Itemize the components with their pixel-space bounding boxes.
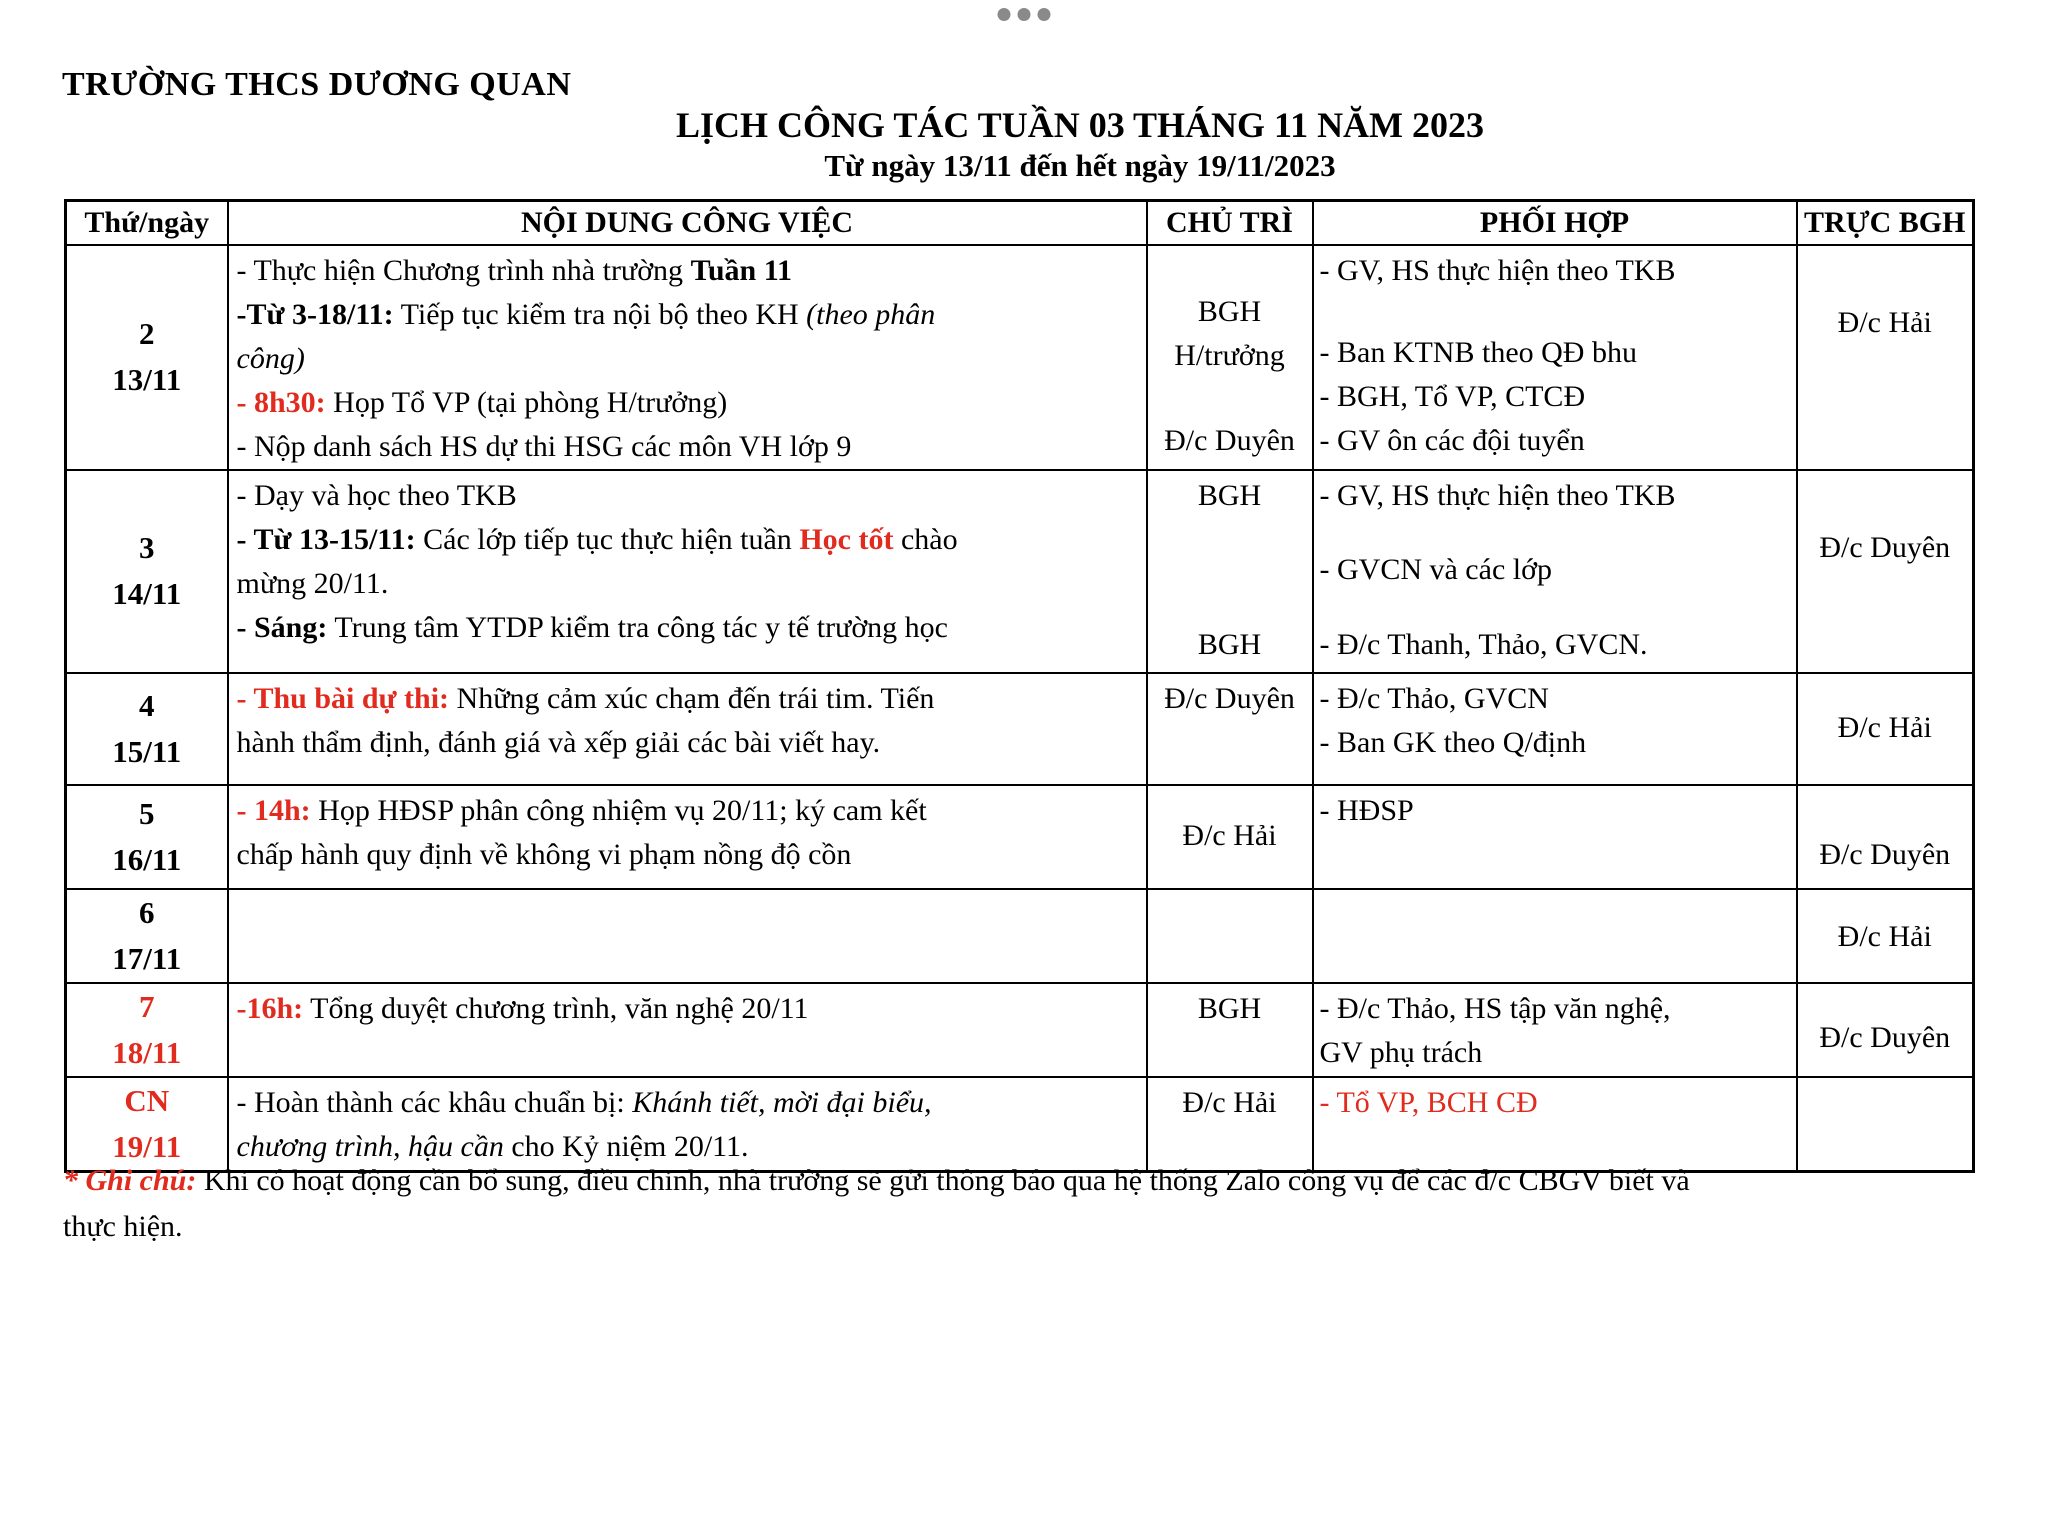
table-row (66, 785, 1974, 889)
chair-line: Đ/c Hải (1182, 1085, 1277, 1119)
text-segment: Tổng duyệt chương trình, văn nghệ 20/11 (303, 991, 809, 1025)
duty-line: Đ/c Duyên (1819, 1020, 1951, 1054)
text-segment: - Thu bài dự thi: (236, 681, 450, 715)
coordination-line (1320, 249, 1792, 293)
day-date: 14/11 (112, 576, 182, 611)
chair-lines (1152, 249, 1308, 463)
footnote (63, 1158, 1993, 1250)
text-segment: Khánh tiết, mời đại biểu, (632, 1085, 932, 1119)
day-date: 15/11 (112, 733, 182, 769)
content-line (237, 518, 1142, 562)
coordination-lines (1320, 893, 1792, 965)
text-segment: * Ghi chú: (63, 1164, 204, 1197)
day-number: CN (124, 1082, 170, 1118)
content-line (237, 721, 1142, 765)
coordination-line (1320, 623, 1792, 667)
coordination-line (1320, 375, 1792, 419)
day-cell (66, 785, 228, 889)
table-row (66, 1077, 1974, 1172)
chair-line: BGH (1197, 294, 1262, 328)
spacer (1320, 293, 1792, 331)
table-row (66, 470, 1974, 673)
text-segment: - BGH, Tổ VP, CTCĐ (1319, 379, 1586, 413)
spacer (1152, 518, 1308, 623)
chair-line: Đ/c Hải (1182, 818, 1277, 852)
school-name: TRƯỜNG THCS DƯƠNG QUAN (62, 66, 572, 103)
chair-cell (1147, 785, 1313, 889)
duty-line: Đ/c Duyên (1819, 837, 1951, 871)
schedule-subtitle: Từ ngày 13/11 đến hết ngày 19/11/2023 (824, 148, 1336, 183)
schedule-title: LỊCH CÔNG TÁC TUẦN 03 THÁNG 11 NĂM 2023 (675, 105, 1485, 145)
spacer (1152, 378, 1308, 419)
text-segment: cho Kỷ niệm 20/11. (503, 1129, 749, 1163)
duty-lines (1802, 893, 1969, 965)
text-segment: - Dạy và học theo TKB (236, 478, 517, 512)
text-segment: Trung tâm YTDP kiểm tra công tác y tế trường học (327, 610, 948, 644)
column-header-3: CHỦ TRÌ (1147, 201, 1313, 245)
chair-lines (1152, 893, 1308, 965)
coordination-cell (1313, 983, 1797, 1077)
duty-line: Đ/c Hải (1837, 710, 1932, 744)
chair-line: Đ/c Duyên (1164, 423, 1295, 457)
text-segment: - Đ/c Thảo, GVCN (1319, 681, 1549, 715)
text-segment: - Đ/c Thảo, HS tập văn nghệ, (1319, 991, 1671, 1025)
chair-cell (1147, 470, 1313, 673)
chair-cell (1147, 245, 1313, 470)
content-line (237, 562, 1142, 606)
coordination-cell (1313, 1077, 1797, 1172)
chair-line: BGH (1197, 991, 1262, 1025)
text-segment: Tuần 11 (690, 253, 793, 287)
content-cell (228, 983, 1147, 1077)
content-line (237, 293, 1142, 337)
coordination-cell (1313, 889, 1797, 983)
content-line (237, 789, 1142, 833)
duty-cell (1797, 673, 1974, 785)
content-line (237, 249, 1142, 293)
spacer (1152, 249, 1308, 290)
schedule-table-body (66, 245, 1974, 1172)
table-row (66, 245, 1974, 470)
table-row (66, 983, 1974, 1077)
coordination-lines (1319, 987, 1792, 1069)
duty-cell (1797, 470, 1974, 673)
duty-line: Đ/c Hải (1837, 919, 1932, 953)
text-segment: - Từ 13-15/11: (236, 522, 416, 556)
spacer (1320, 592, 1792, 623)
text-segment: Các lớp tiếp tục thực hiện tuần (415, 522, 800, 556)
spacer (1320, 518, 1792, 549)
content-line (237, 606, 1142, 650)
chair-cell (1147, 673, 1313, 785)
content-line (237, 677, 1142, 721)
text-segment: chương trình, hậu cần (236, 1129, 504, 1163)
day-number: 7 (139, 988, 155, 1024)
text-segment: chấp hành quy định về không vi phạm nồng độ cồn (236, 837, 852, 871)
column-header-2: NỘI DUNG CÔNG VIỆC (228, 201, 1147, 245)
day-date: 19/11 (112, 1128, 182, 1164)
duty-lines (1802, 474, 1969, 667)
content-line (237, 425, 1142, 469)
chair-line: BGH (1197, 478, 1262, 512)
text-segment: - Thực hiện Chương trình nhà trường (236, 253, 691, 287)
chair-lines (1152, 987, 1308, 1066)
day-date: 13/11 (112, 362, 182, 397)
content-line (237, 1081, 1142, 1125)
duty-line: Đ/c Duyên (1819, 530, 1951, 564)
text-segment: mừng 20/11. (236, 566, 389, 600)
spacer (1152, 858, 1308, 883)
duty-cell (1797, 983, 1974, 1077)
dot-icon (998, 8, 1011, 21)
content-line (237, 381, 1142, 425)
content-cell (228, 889, 1147, 983)
day-number: 4 (139, 687, 155, 723)
text-segment: chào (893, 522, 958, 556)
spacer (1152, 789, 1308, 814)
text-segment: công) (236, 341, 305, 375)
text-segment: thực hiện. (63, 1210, 183, 1243)
coordination-lines (1320, 249, 1792, 463)
duty-lines (1802, 1081, 1969, 1165)
table-header-row (66, 201, 1974, 245)
duty-line: Đ/c Hải (1837, 305, 1932, 339)
coordination-cell (1313, 785, 1797, 889)
text-segment: - GV, HS thực hiện theo TKB (1319, 478, 1676, 512)
coordination-cell (1313, 673, 1797, 785)
content-line (237, 337, 1142, 381)
text-segment: - 14h: (236, 793, 311, 827)
text-segment: - Đ/c Thanh, Thảo, GVCN. (1319, 627, 1648, 661)
coordination-line (1320, 474, 1792, 518)
content-line (237, 987, 1142, 1031)
day-cell (66, 1077, 228, 1172)
chair-line: Đ/c Duyên (1164, 681, 1295, 715)
duty-lines (1802, 677, 1969, 779)
coordination-line (1320, 419, 1792, 463)
chair-cell (1147, 889, 1313, 983)
chair-cell (1147, 983, 1313, 1077)
coordination-cell (1313, 245, 1797, 470)
schedule-table (64, 199, 1975, 1173)
text-segment: (theo phân (806, 297, 936, 331)
chair-lines (1152, 474, 1308, 667)
duty-cell (1797, 245, 1974, 470)
chair-line: H/trưởng (1174, 338, 1285, 372)
note-line (63, 1204, 1993, 1250)
coordination-line (1320, 987, 1792, 1031)
table-row (66, 673, 1974, 785)
content-cell (228, 470, 1147, 673)
dot-icon (1018, 8, 1031, 21)
text-segment: - GV, HS thực hiện theo TKB (1319, 253, 1676, 287)
drag-handle-dots-icon[interactable] (998, 8, 1051, 21)
coordination-line (1320, 1031, 1792, 1075)
day-number: 2 (139, 316, 155, 351)
coordination-lines (1320, 789, 1792, 883)
day-cell (66, 673, 228, 785)
text-segment: Những cảm xúc chạm đến trái tim. Tiến (449, 681, 935, 715)
content-cell (228, 245, 1147, 470)
coordination-line (1320, 721, 1792, 765)
text-segment: - Hoàn thành các khâu chuẩn bị: (236, 1085, 633, 1119)
day-date: 16/11 (112, 841, 182, 877)
content-line (237, 833, 1142, 877)
dot-icon (1038, 8, 1051, 21)
content-cell (228, 785, 1147, 889)
coordination-lines (1320, 677, 1792, 779)
table-row (66, 889, 1974, 983)
coordination-line (1320, 331, 1792, 375)
content-cell (228, 673, 1147, 785)
coordination-line (1320, 677, 1792, 721)
column-header-5: TRỰC BGH (1797, 201, 1974, 245)
text-segment: - Ban GK theo Q/định (1319, 725, 1587, 759)
day-cell (66, 889, 228, 983)
content-cell (228, 1077, 1147, 1172)
chair-line: BGH (1197, 627, 1262, 661)
coordination-lines (1320, 1081, 1792, 1165)
chair-lines (1152, 789, 1308, 883)
day-date: 18/11 (112, 1034, 182, 1070)
duty-cell (1797, 785, 1974, 889)
text-segment: -16h: (236, 991, 304, 1025)
text-segment: -Từ 3-18/11: (236, 297, 394, 331)
day-number: 6 (139, 894, 155, 930)
text-segment: hành thẩm định, đánh giá và xếp giải các bài viết hay. (236, 725, 881, 759)
duty-cell (1797, 1077, 1974, 1172)
day-cell (66, 983, 228, 1077)
duty-lines (1802, 249, 1969, 463)
coordination-line (1320, 548, 1792, 592)
text-segment: - Ban KTNB theo QĐ bhu (1319, 335, 1637, 369)
text-segment: Họp Tổ VP (tại phòng H/trưởng) (325, 385, 728, 419)
chair-lines (1152, 1081, 1308, 1165)
chair-lines (1152, 677, 1308, 779)
text-segment: Khi có hoạt động cần bổ sung, điều chỉnh, nhà trường sẽ gửi thông báo qua hệ thống Zalo công vụ để các đ/c CBGV biết và (203, 1164, 1690, 1197)
duty-lines (1802, 987, 1969, 1066)
coordination-cell (1313, 470, 1797, 673)
day-number: 3 (139, 530, 155, 565)
coordination-line (1320, 1081, 1792, 1125)
day-cell (66, 245, 228, 470)
coordination-lines (1320, 474, 1792, 667)
day-number: 5 (139, 795, 155, 831)
text-segment: Họp HĐSP phân công nhiệm vụ 20/11; ký cam kết (310, 793, 927, 827)
text-segment: - HĐSP (1319, 793, 1414, 827)
column-header-1: Thứ/ngày (66, 201, 228, 245)
chair-cell (1147, 1077, 1313, 1172)
day-date: 17/11 (112, 940, 182, 976)
day-cell (66, 470, 228, 673)
text-segment: - Nộp danh sách HS dự thi HSG các môn VH lớp 9 (236, 429, 852, 463)
text-segment: - GV ôn các đội tuyển (1319, 423, 1585, 457)
text-segment: - Sáng: (236, 610, 328, 644)
coordination-line (1320, 789, 1792, 833)
text-segment: - GVCN và các lớp (1319, 553, 1552, 586)
duty-cell (1797, 889, 1974, 983)
text-segment: - 8h30: (236, 385, 326, 419)
note-line (63, 1158, 1993, 1204)
content-line (237, 474, 1142, 518)
column-header-4: PHỐI HỢP (1313, 201, 1797, 245)
text-segment: Tiếp tục kiểm tra nội bộ theo KH (393, 297, 807, 331)
text-segment: GV phụ trách (1319, 1035, 1483, 1069)
text-segment: Học tốt (799, 522, 894, 556)
title-block (180, 104, 1980, 184)
duty-lines (1802, 789, 1969, 883)
text-segment: - Tổ VP, BCH CĐ (1319, 1085, 1538, 1119)
